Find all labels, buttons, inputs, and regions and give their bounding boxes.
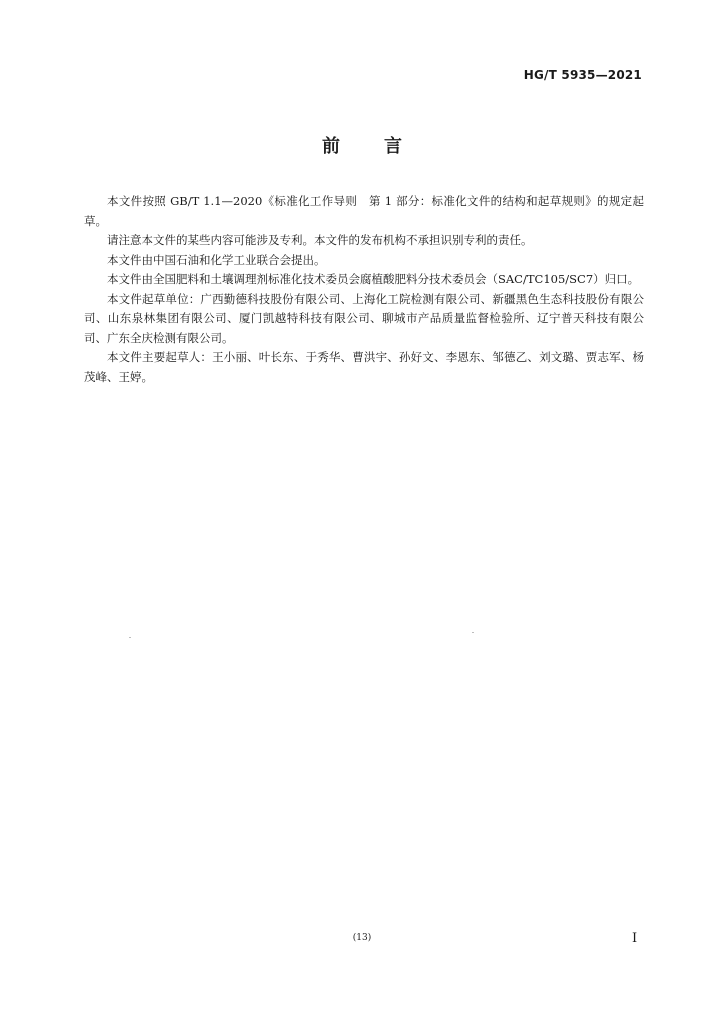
paragraph-drafting-units: 本文件起草单位：广西勤德科技股份有限公司、上海化工院检测有限公司、新疆黑色生态科技股份有限公司、山东泉林集团有限公司、厦门凯越特科技有限公司、聊城市产品质量监督检验所、辽宁普天科技有限公司、广东全庆检测有限公司。 [84, 291, 644, 345]
roman-page-number: I [632, 931, 638, 946]
paragraph-technical-committee: 本文件由全国肥料和土壤调理剂标准化技术委员会腐植酸肥料分技术委员会（SAC/TC105/SC7）归口。 [107, 272, 640, 286]
paragraph-drafting-rules: 本文件按照 GB/T 1.1—2020《标准化工作导则 第 1 部分：标准化文件的结构和起草规则》的规定起草。 [84, 194, 644, 228]
title-char-2: 言 [384, 136, 402, 157]
scan-speck [472, 632, 474, 633]
page-number: (13) [352, 933, 372, 943]
document-code: HG/T 5935—2021 [523, 68, 642, 82]
foreword-body [84, 192, 644, 387]
scan-speck [129, 637, 131, 638]
page-title [0, 132, 724, 158]
paragraph-main-drafters: 本文件主要起草人：王小丽、叶长东、于秀华、曹洪宇、孙好文、李恩东、邹德乙、刘文璐、贾志军、杨茂峰、王婷。 [84, 350, 644, 384]
title-char-1: 前 [322, 136, 340, 157]
paragraph-proposer: 本文件由中国石油和化学工业联合会提出。 [107, 252, 326, 267]
paragraph-patent-notice: 请注意本文件的某些内容可能涉及专利。本文件的发布机构不承担识别专利的责任。 [107, 233, 533, 247]
